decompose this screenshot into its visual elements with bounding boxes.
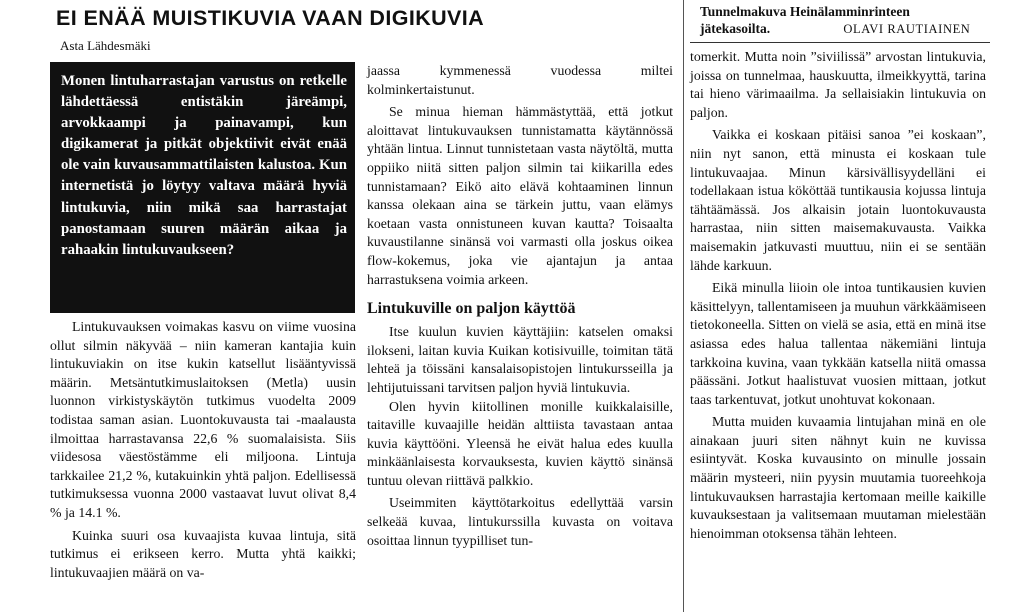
photographer-credit: OLAVI RAUTIAINEN bbox=[843, 21, 971, 36]
paragraph: Itse kuulun kuvien käyttäjiin: katselen omaksi ilokseni, laitan kuvia Kuikan kotisivuille, toimitan tätä lehteä ja töissäni kansalaisopistojen lintukursseilla ja lehtijutuissani tarvitsen paljon hyviä lintukuvia. bbox=[367, 324, 673, 395]
lead-paragraph: Monen lintuharrastajan varustus on retkelle lähdettäessä entistäkin järeämpi, arvokkaampi ja painavampi, kun digikamerat ja pitkät objektiivit eivät enää ole vain kuvausammattilaisten kalustoa. Kun internetistä jo löytyy valtava määrä hyviä lintukuvia, niin mikä saa harrastajat panostamaan suuren määrän aikaa ja rahaakin lintukuvaukseen? bbox=[50, 62, 355, 313]
paragraph: Se minua hieman hämmästyttää, että jotkut aloittavat lintukuvauksen tunnistamatta käytännössä yhtään lintua. Linnut tunnistetaan vasta näytöltä, mutta oppiiko niitä sitten paljon silmin tai kiikarilla edes tunnistamaan? Eikö aito elävä kohtaaminen linnun kanssa olekaan aina se tärkein juttu, vaan elämys koetaan vasta onnistuneen kuvan kautta? Toisaalta kuvaustilanne sinänsä voi varmasti olla joskus oikea flow-kokemus, joka vie ajantajun ja antaa harrastuksena voimia arkeen. bbox=[367, 104, 673, 287]
article-author: Asta Lähdesmäki bbox=[60, 38, 151, 53]
column-1 bbox=[50, 318, 356, 582]
section-subheading: Lintukuville on paljon käyttöä bbox=[367, 300, 576, 318]
paragraph: Useimmiten käyttötarkoitus edellyttää varsin selkeää kuvaa, lintukurssilla kuvasta on voitava osoittaa linnun tyypilliset tun- bbox=[367, 495, 673, 548]
paragraph: Vaikka ei koskaan pitäisi sanoa ”ei koskaan”, niin nyt sanon, että minusta ei koskaan tule lintukuvaajaa. Minun kärsivällisyydelläni ei todellakaan istua kököttää tuntikausia kojussa lintuja tähtäämässä. Jos alkaisin jotain luontokuvausta harrastaa, niin sitten maisemakuvausta. Vaikka maisemakin jatkuvasti muuttuu, niin ei se sentään lähde karkuun. bbox=[690, 127, 986, 273]
paragraph: Kuinka suuri osa kuvaajista kuvaa lintuja, sitä tutkimus ei erikseen kerro. Mutta yhtä kaikki; lintukuvaajien määrä on va- bbox=[50, 527, 356, 580]
paragraph: Olen hyvin kiitollinen monille kuikkalaisille, taitaville kuvaajille heidän alttiista tavastaan antaa kuvia käyttööni. Yleensä he eivät halua edes kuulla minkäänlaisesta korvauksesta, kuvien käyttö sinänsä tuntuu olevan riittävä palkkio. bbox=[367, 398, 673, 488]
paragraph: Eikä minulla liioin ole intoa tuntikausien kuvien käsittelyyn, tallentamiseen ja muuhun värkkäämiseen tietokoneella. Sitten on vielä se asia, että en minä itse asiassa edes halua tallentaa näkemiäni lintuja tarkkoina kuvina, vaan tykkään katsella niitä omassa päässäni. Jotkut haalistuvat vuosien mittaan, jotkut taas tarkentuvat, jotkut unohtuvat kokonaan. bbox=[690, 280, 986, 407]
column-3 bbox=[690, 48, 986, 543]
paragraph: Lintukuvauksen voimakas kasvu on viime vuosina ollut silmin näkyvää – niin kameran kantajia kuin lintukuviakin on itse kukin katsellut lisääntyvissä määrin. Metsäntutkimuslaitoksen (Metla) uusin luonnon virkistyskäytön tutkimus vuodelta 2009 todistaa saman asian. Luontokuvausta tai -maalausta ilmoittaa harrastavansa 22,6 % suomalaisista. Siis viidesosa väestöstämme eli miljoona. Lintuja tarkkailee 21,2 %, kutakuinkin yhtä paljon. Edellisessä tutkimuksessa vuonna 2000 vastaavat luvut olivat 8,4 % ja 14.1 %. bbox=[50, 319, 356, 520]
paragraph: Mutta muiden kuvaamia lintujahan minä en ole ainakaan juuri siten nähnyt kuin ne kuvissa esiintyvät. Koska kuvausinto on minulle jossain määrin mysteeri, niin pyysin muutamia tuoreehkoja lintukuvauksen harrastajia kertomaan meille kaikille kuvauksestaan ja valitsemaan muutaman mielestään hienoimman otoksensa tähän lehteen. bbox=[690, 414, 986, 541]
caption-line-1: Tunnelmakuva Heinälamminrinteen bbox=[700, 4, 910, 19]
paragraph: tomerkit. Mutta noin ”siviilissä” arvostan lintukuvia, joissa on tunnelmaa, hauskuutta, ilmeikkyyttä, tarina tai hieno värimaailma. Ja sellaisiakin lintukuvia on paljon. bbox=[690, 49, 986, 120]
column-divider bbox=[683, 0, 684, 612]
photo-caption-header bbox=[700, 4, 980, 37]
column-2 bbox=[367, 62, 673, 550]
header-rule bbox=[690, 42, 990, 43]
caption-line-2: jätekasoilta. bbox=[700, 20, 771, 36]
article-headline: EI ENÄÄ MUISTIKUVIA VAAN DIGIKUVIA bbox=[56, 6, 485, 30]
paragraph: jaassa kymmenessä vuodessa miltei kolminkertaistunut. bbox=[367, 63, 673, 97]
